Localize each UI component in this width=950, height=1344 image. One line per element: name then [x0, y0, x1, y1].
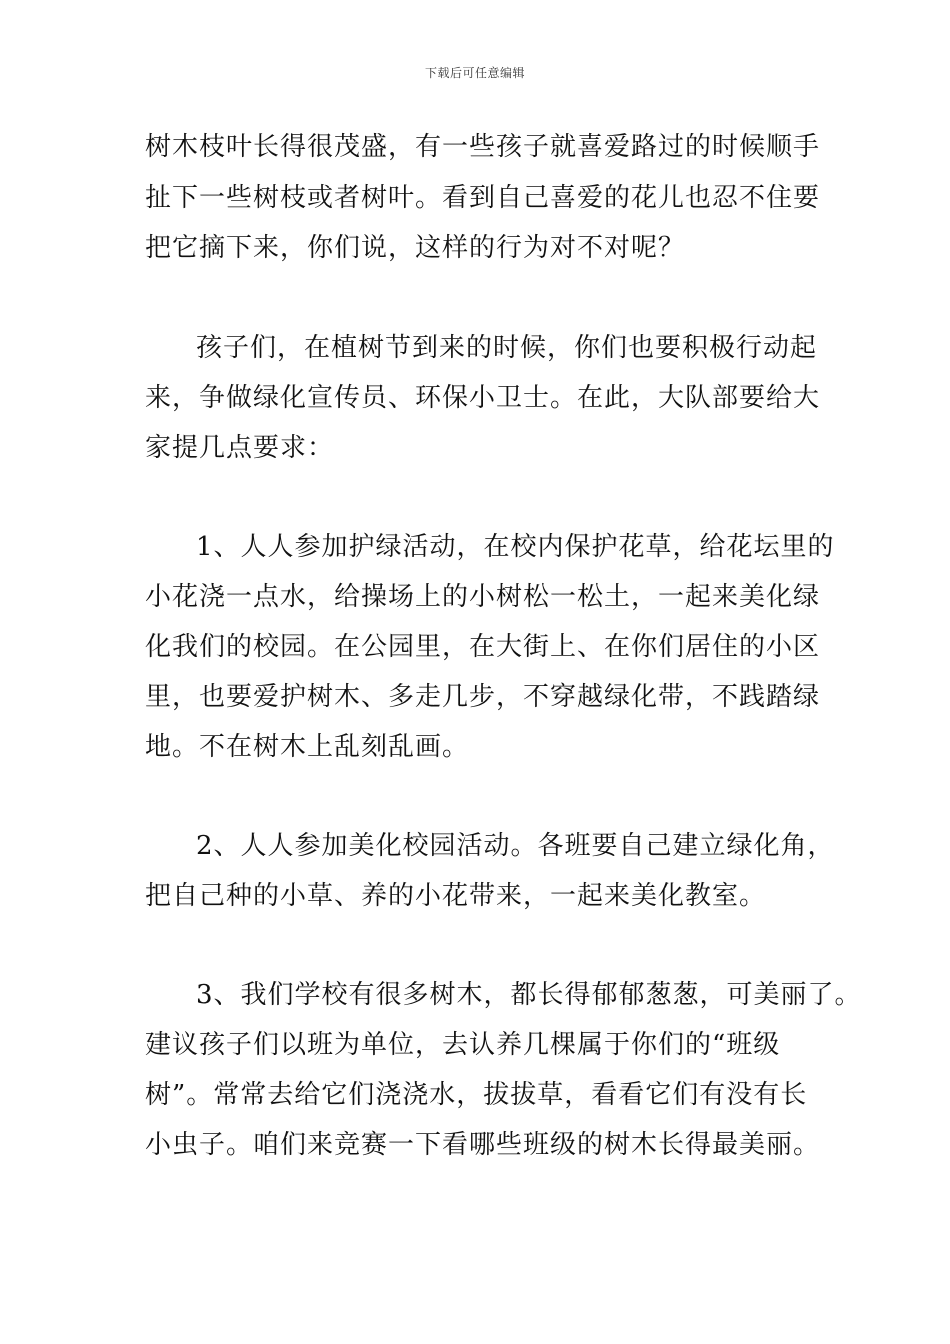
paragraph-5-line-3: 树”。常常去给它们浇浇水，拔拔草，看看它们有没有长 — [145, 1080, 808, 1110]
paragraph-2-line-3: 家提几点要求： — [145, 433, 335, 463]
paragraph-1-line-2: 扯下一些树枝或者树叶。看到自己喜爱的花儿也忍不住要 — [145, 183, 821, 213]
paragraph-5-line-2: 建议孩子们以班为单位，去认养几棵属于你们的“班级 — [145, 1030, 781, 1060]
paragraph-3-line-3: 化我们的校园。在公园里，在大街上、在你们居住的小区 — [145, 632, 821, 662]
paragraph-2-line-2: 来，争做绿化宣传员、环保小卫士。在此，大队部要给大 — [145, 383, 821, 413]
paragraph-1-line-1: 树木枝叶长得很茂盛，有一些孩子就喜爱路过的时候顺手 — [145, 132, 821, 162]
paragraph-3-line-1: 1、人人参加护绿活动，在校内保护花草，给花坛里的 — [196, 532, 835, 562]
paragraph-3-line-4: 里，也要爱护树木、多走几步，不穿越绿化带，不践踏绿 — [145, 682, 821, 712]
paragraph-4-line-2: 把自己种的小草、养的小花带来，一起来美化教室。 — [145, 881, 767, 911]
paragraph-1-line-3: 把它摘下来，你们说，这样的行为对不对呢？ — [145, 233, 686, 263]
paragraph-2-line-1: 孩子们，在植树节到来的时候，你们也要积极行动起 — [196, 333, 818, 363]
page-header: 下载后可任意编辑 — [424, 66, 525, 80]
paragraph-5-line-1: 3、我们学校有很多树木，都长得郁郁葱葱，可美丽了。 — [196, 980, 862, 1010]
paragraph-4-line-1: 2、人人参加美化校园活动。各班要自己建立绿化角， — [196, 831, 835, 861]
paragraph-3-line-5: 地。不在树木上乱刻乱画。 — [145, 732, 470, 762]
paragraph-5-line-4: 小虫子。咱们来竞赛一下看哪些班级的树木长得最美丽。 — [145, 1130, 821, 1160]
paragraph-3-line-2: 小花浇一点水，给操场上的小树松一松土，一起来美化绿 — [145, 582, 821, 612]
